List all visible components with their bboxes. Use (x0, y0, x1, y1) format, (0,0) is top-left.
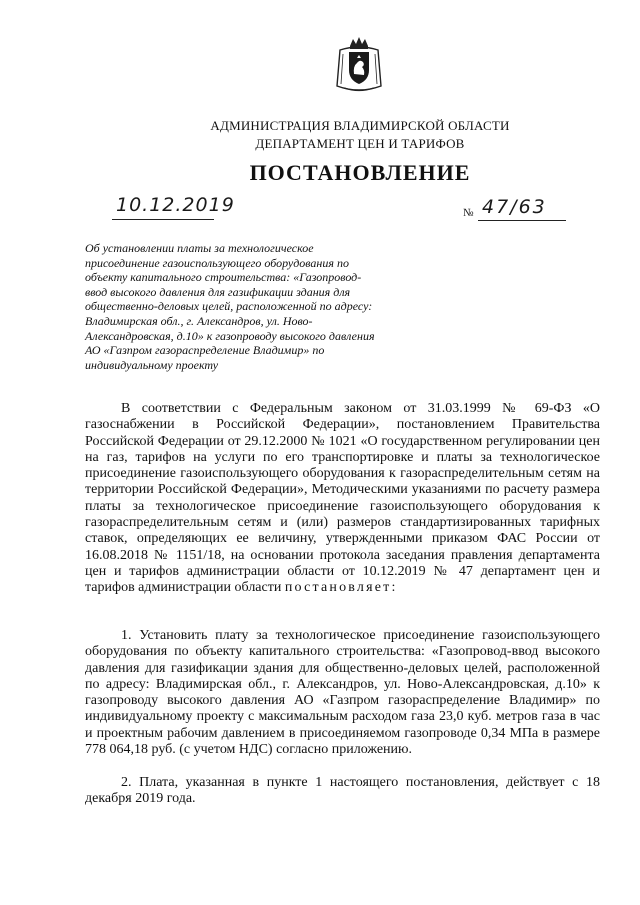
document-number: 47/63 (482, 196, 547, 218)
clause-2-paragraph: 2. Плата, указанная в пункте 1 настоящего постановления, действует с 18 декабря 2019 года. (85, 775, 600, 807)
organization-name: АДМИНИСТРАЦИЯ ВЛАДИМИРСКОЙ ОБЛАСТИ (210, 118, 510, 133)
department-name: ДЕПАРТАМЕНТ ЦЕН И ТАРИФОВ (255, 136, 465, 151)
date-underline (112, 219, 214, 220)
document-number-prefix: № (463, 207, 474, 219)
preamble-text: В соответствии с Федеральным законом от 31.03.1999 № 69-ФЗ «О газоснабжении в Российской Федерации», постановлением Правительства Российской Федерации от 29.12.2000 № 1021 «О государственном регулировании цен на газ, тарифов на услуги по его транспортировке и платы за технологическое присоединение газоиспользующего оборудования к газораспределительным сетям на территории Российской Федерации», Методическими указаниями по расчету размера платы за технологическое присоединение газоиспользующего оборудования к газораспределительным сетям и (или) размеров стандартизированных тарифных ставок, определяющих ее величину, утвержденными приказом ФАС России от 16.08.2018 № 1151/18, на основании протокола заседания правления департамента цен и тарифов администрации области от 10.12.2019 № 47 департамент цен и тарифов администрации области (85, 401, 600, 596)
document-subject: Об установлении платы за технологическое присоединение газоиспользующего оборудования по объекту капитального строительства: «Газопровод-ввод высокого давления для газификации здания для общественно-деловых целей, расположенной по адресу: Владимирская обл., г. Александров, ул. Ново-Александровская, д.10» к газопроводу высокого давления АО «Газпром газораспределение Владимир» по индивидуальному проекту (85, 241, 375, 372)
document-date: 10.12.2019 (116, 194, 235, 216)
document-type-title: ПОСТАНОВЛЕНИЕ (249, 160, 471, 185)
number-underline (478, 220, 566, 221)
clause-1-paragraph: 1. Установить плату за технологическое присоединение газоиспользующего оборудования по объекту капитального строительства: «Газопровод-ввод высокого давления для газификации здания для общественно-деловых целей, расположенной по адресу: Владимирская обл., г. Александров, ул. Ново-Александровская, д.10» к газопроводу высокого давления АО «Газпром газораспределение Владимир» по индивидуальному проекту с максимальным расходом газа 23,0 куб. метров газа в час и проектным рабочим давлением в присоединяемом газопроводе 0,34 МПа в размере 778 064,18 руб. (с учетом НДС) согласно приложению. (85, 628, 600, 758)
preamble-paragraph (85, 401, 600, 597)
coat-of-arms-icon (334, 36, 384, 96)
decree-word: постановляет: (284, 580, 398, 596)
